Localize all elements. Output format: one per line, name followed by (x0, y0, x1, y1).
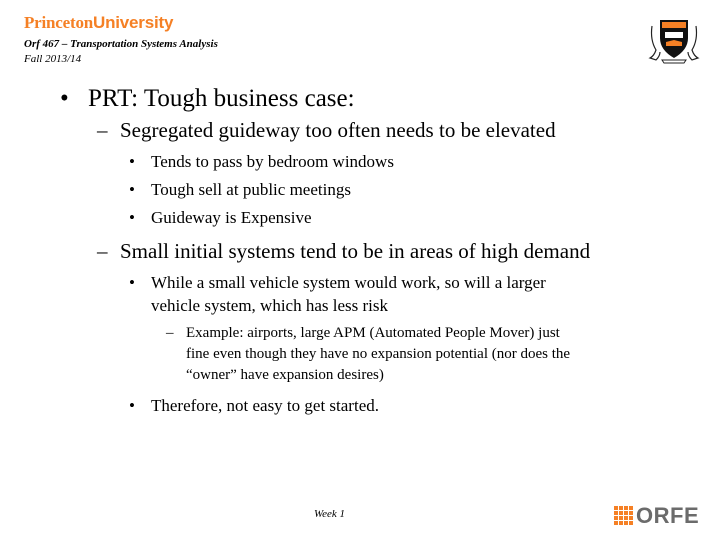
bullet-marker: • (129, 208, 135, 227)
orfe-grid-icon (614, 506, 634, 526)
bullet-marker: • (129, 396, 135, 415)
bullet-text: vehicle system, which has less risk (151, 296, 389, 315)
course-title: Orf 467 – Transportation Systems Analysis (24, 38, 218, 50)
bullet-text: PRT: Tough business case: (88, 85, 355, 112)
bullet-text: While a small vehicle system would work, so will a larger (151, 273, 546, 292)
orfe-logo-text: ORFE (636, 503, 700, 528)
orfe-logo (614, 505, 699, 527)
bullet-text: Segregated guideway too often needs to be elevated (120, 118, 556, 142)
wordmark-university: University (93, 13, 174, 32)
bullet-text: Therefore, not easy to get started. (151, 396, 379, 415)
bullet-marker: – (97, 118, 108, 142)
bullet-text: Guideway is Expensive (151, 208, 312, 227)
princeton-wordmark (24, 13, 173, 33)
bullet-text: “owner” have expansion desires) (186, 367, 384, 383)
course-term: Fall 2013/14 (24, 53, 82, 65)
bullet-marker: – (166, 325, 174, 341)
wordmark-princeton: Princeton (24, 13, 94, 32)
bullet-marker: • (129, 273, 135, 292)
bullet-marker: • (129, 152, 135, 171)
bullet-text: fine even though they have no expansion potential (nor does the (186, 346, 571, 362)
bullet-text: Tends to pass by bedroom windows (151, 152, 394, 171)
bullet-text: Tough sell at public meetings (151, 180, 351, 199)
bullet-marker: – (97, 239, 108, 263)
bullet-text: Example: airports, large APM (Automated People Mover) just (186, 325, 560, 341)
bullet-marker: • (60, 85, 69, 112)
princeton-shield-icon (648, 16, 700, 64)
bullet-text: Small initial systems tend to be in areas of high demand (120, 239, 591, 263)
footer-week-label: Week 1 (314, 508, 346, 520)
bullet-marker: • (129, 180, 135, 199)
